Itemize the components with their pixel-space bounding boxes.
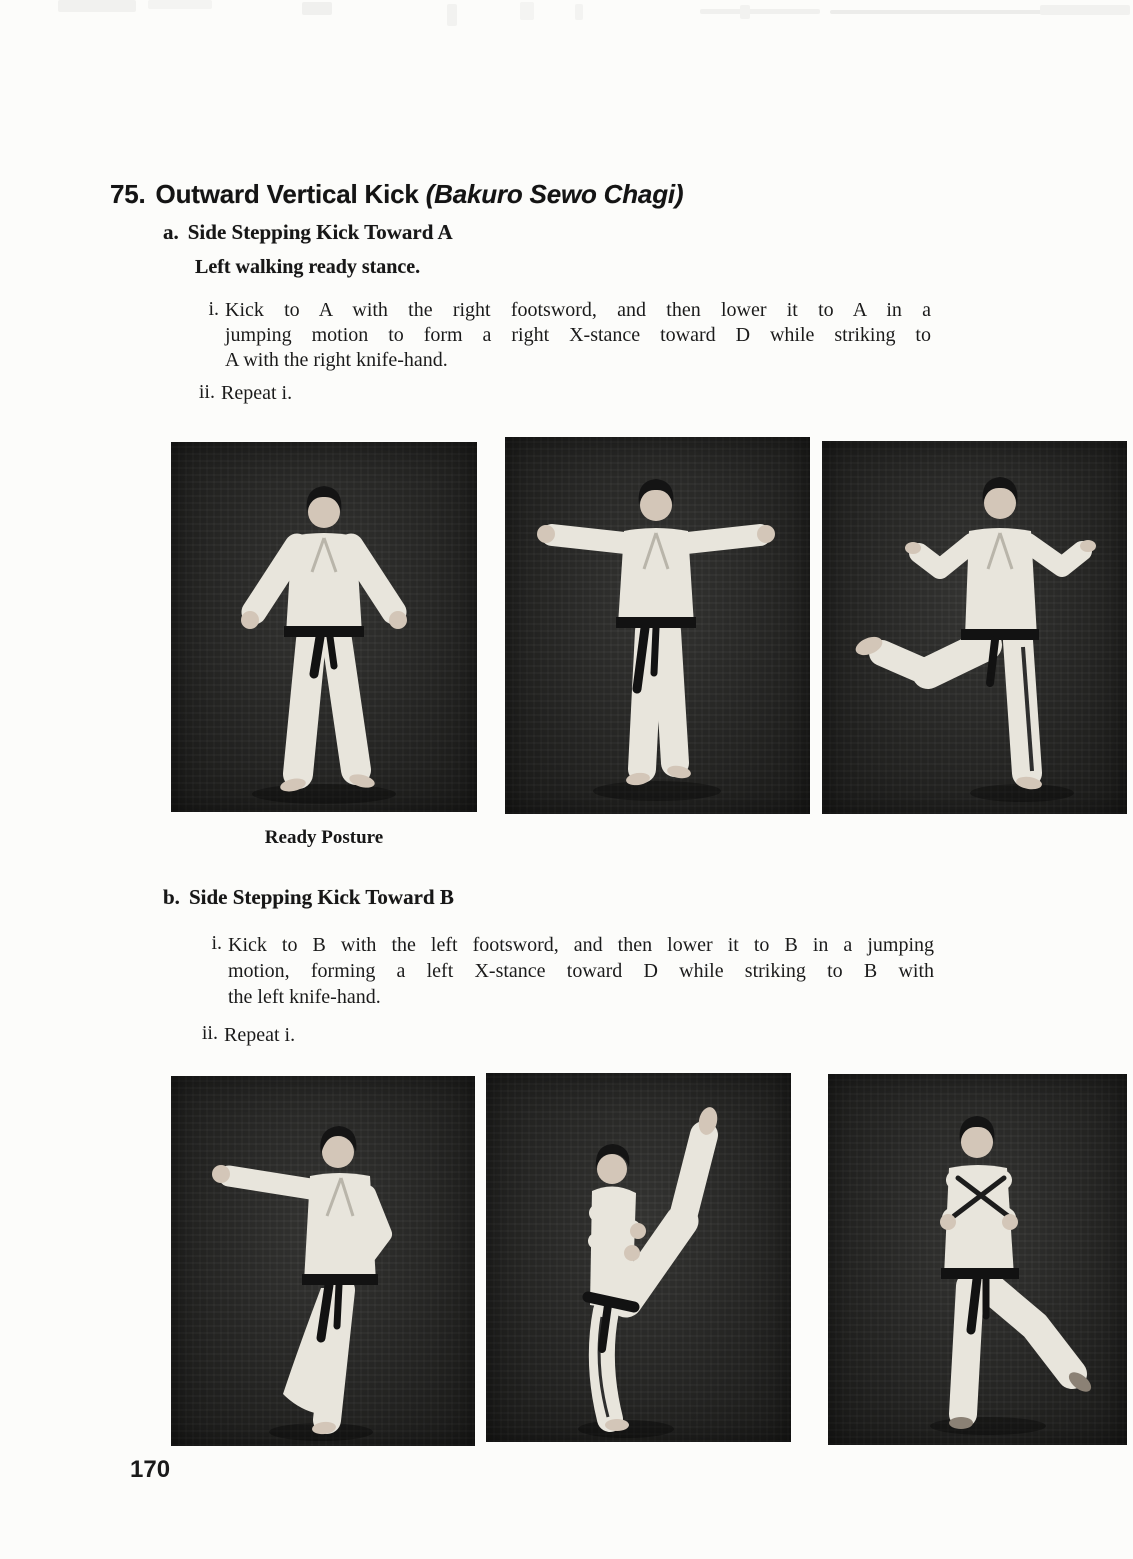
scan-artifact: [740, 5, 750, 19]
technique-title: Outward Vertical Kick: [155, 179, 419, 209]
martial-artist-figure: [486, 1073, 791, 1442]
step-number: i.: [211, 932, 222, 954]
step-b-i: [200, 932, 934, 1010]
scan-artifact: [302, 2, 332, 15]
photo-caption: Ready Posture: [264, 827, 384, 848]
martial-artist-figure: [171, 1076, 475, 1446]
step-number: i.: [208, 298, 219, 320]
photo-high-vertical-kick: [486, 1073, 791, 1442]
section-b-heading: [163, 885, 454, 910]
scan-artifact: [520, 2, 534, 20]
section-a-heading: [163, 220, 453, 245]
technique-number: 75.: [110, 179, 146, 209]
step-b-ii: [196, 1022, 930, 1048]
scan-artifact: [1040, 5, 1130, 15]
scan-artifact: [447, 4, 457, 26]
step-a-ii: [193, 381, 927, 406]
step-text-line: Kick to A with the right footsword, and then lower it to A in a: [225, 299, 931, 321]
step-number: ii.: [201, 1022, 218, 1044]
photo-arms-crossed-leg-out: [828, 1074, 1127, 1445]
step-number: ii.: [198, 381, 215, 403]
stance-line: Left walking ready stance.: [195, 256, 421, 278]
step-text-line: A with the right knife-hand.: [225, 349, 448, 371]
photo-arms-extended: [505, 437, 810, 814]
scan-artifact: [575, 4, 583, 20]
martial-artist-figure: [828, 1074, 1127, 1445]
martial-artist-figure: [171, 442, 477, 812]
section-label: b.: [163, 885, 180, 909]
step-text-line: Repeat i.: [221, 382, 293, 404]
step-text-line: the left knife-hand.: [228, 986, 381, 1008]
photo-outward-kick: [822, 441, 1127, 814]
photo-ready-posture: [171, 442, 477, 812]
technique-korean-name: (Bakuro Sewo Chagi): [425, 179, 684, 209]
martial-artist-figure: [505, 437, 810, 814]
section-title: Side Stepping Kick Toward A: [187, 220, 453, 244]
scan-artifact: [148, 0, 212, 9]
martial-artist-figure: [822, 441, 1127, 814]
step-a-i: [197, 298, 931, 373]
section-title: Side Stepping Kick Toward B: [188, 885, 454, 909]
section-label: a.: [163, 220, 179, 244]
step-text-line: Repeat i.: [224, 1024, 296, 1046]
step-text-line: jumping motion to form a right X-stance toward D while striking to: [225, 324, 931, 346]
page-number: 170: [130, 1456, 171, 1483]
photo-arm-extended-x-stance: [171, 1076, 475, 1446]
step-text-line: Kick to B with the left footsword, and then lower it to B in a jumping: [228, 934, 934, 956]
step-text-line: motion, forming a left X-stance toward D while striking to B with: [228, 960, 934, 982]
scan-artifact: [58, 0, 136, 12]
scan-artifact: [700, 9, 820, 14]
technique-heading: [110, 179, 683, 210]
